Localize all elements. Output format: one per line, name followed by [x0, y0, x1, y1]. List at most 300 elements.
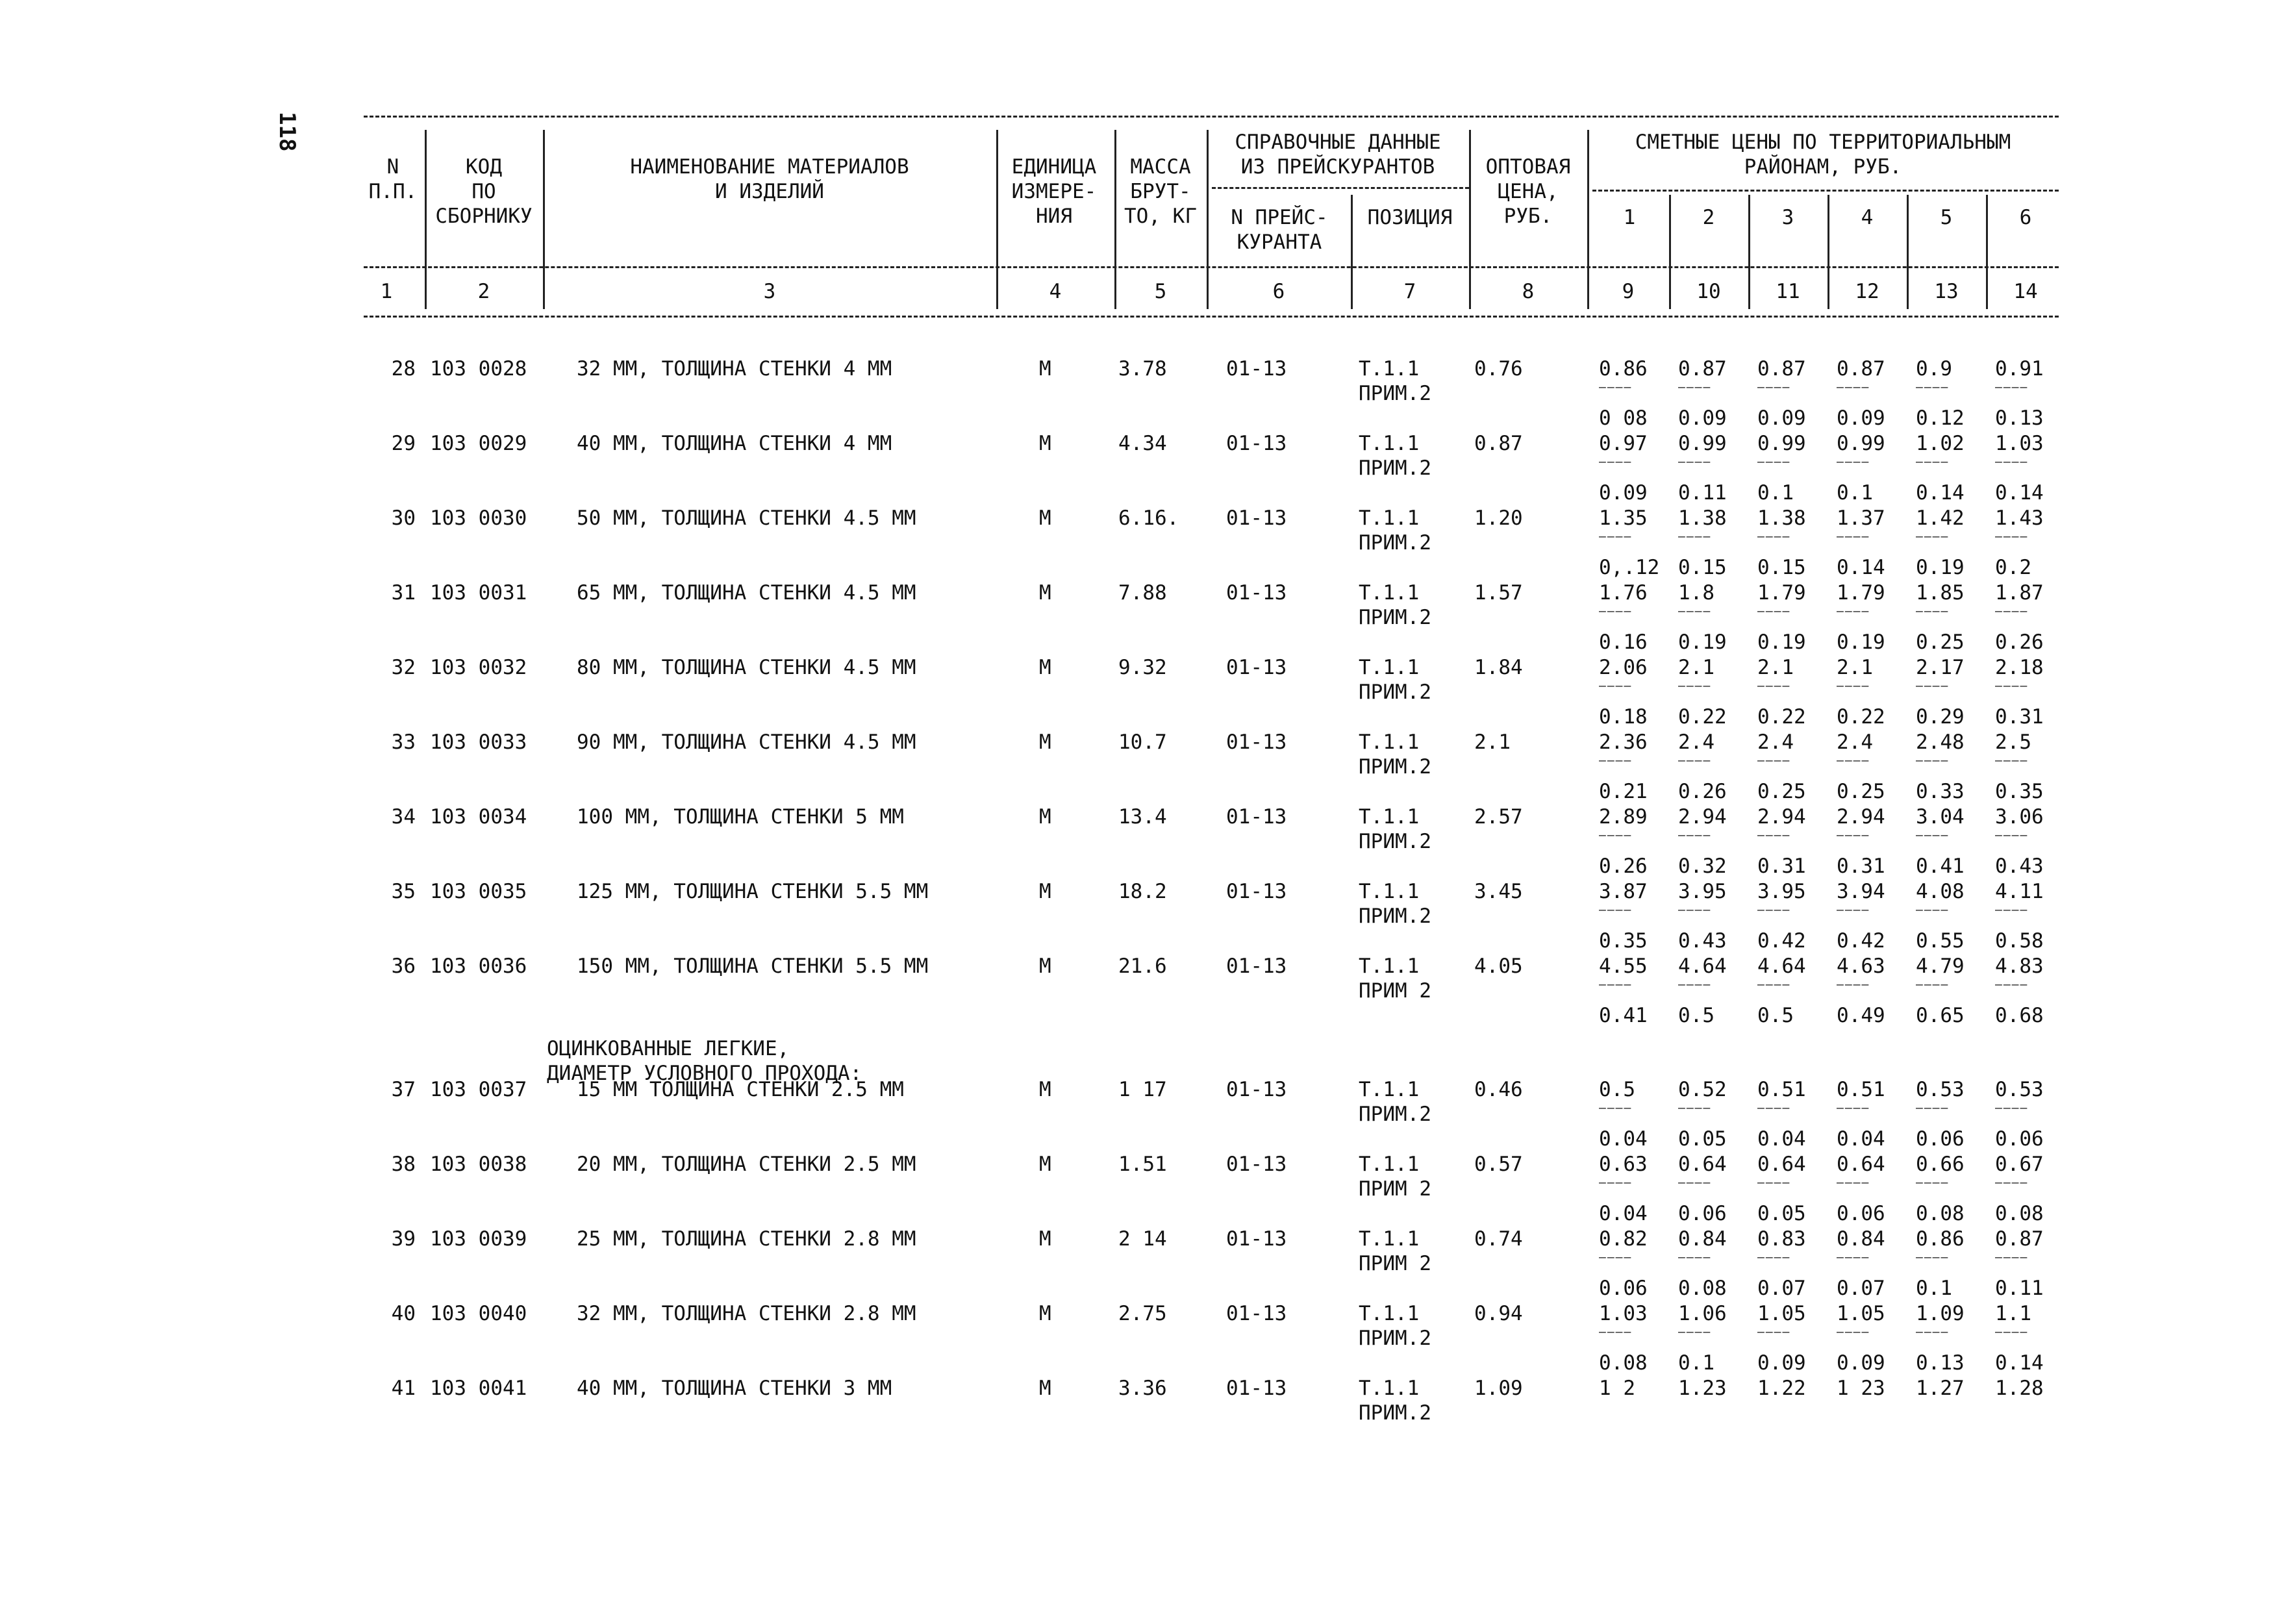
- row-region-price-lower: 0.26: [1995, 631, 2044, 654]
- fraction-bar: ————: [1757, 903, 1791, 917]
- row-region-price-lower: 0.1: [1757, 481, 1794, 505]
- col-number: 3: [763, 280, 776, 303]
- row-region-price-lower: 0.43: [1995, 855, 2044, 878]
- fraction-bar: ————: [1837, 1325, 1870, 1339]
- row-region-price: 1.42: [1916, 506, 1965, 530]
- row-region-price: 3.94: [1837, 880, 1885, 903]
- row-region-price: 1.76: [1599, 581, 1648, 605]
- row-region-price: 1 2: [1599, 1377, 1635, 1400]
- fraction-bar: ————: [1678, 978, 1712, 992]
- row-region-price: 4.55: [1599, 955, 1648, 978]
- header-material-name: НАИМЕНОВАНИЕ МАТЕРИАЛОВ И ИЗДЕЛИЙ: [630, 155, 909, 203]
- header-region-6: 6: [2019, 206, 2032, 229]
- row-name: 32 ММ, ТОЛЩИНА СТЕНКИ 4 ММ: [577, 357, 892, 381]
- fraction-bar: ————: [1916, 903, 1950, 917]
- row-code: 103 0033: [430, 731, 527, 754]
- row-region-price-lower: 0.68: [1995, 1004, 2044, 1027]
- row-region-price-lower: 0.14: [1995, 481, 2044, 505]
- row-unit: М: [1039, 1377, 1051, 1400]
- row-name: 90 ММ, ТОЛЩИНА СТЕНКИ 4.5 ММ: [577, 731, 916, 754]
- fraction-bar: ————: [1916, 455, 1950, 469]
- row-region-price: 0.67: [1995, 1153, 2044, 1176]
- fraction-bar: ————: [1995, 679, 2029, 693]
- row-region-price-lower: 0.08: [1599, 1351, 1648, 1375]
- row-mass: 10.7: [1118, 731, 1167, 754]
- row-mass: 2.75: [1118, 1302, 1167, 1325]
- row-region-price-lower: 0.35: [1599, 929, 1648, 953]
- row-region-price: 2.18: [1995, 656, 2044, 679]
- row-region-price: 2.4: [1757, 731, 1794, 754]
- row-code: 103 0028: [430, 357, 527, 381]
- fraction-bar: ————: [1599, 829, 1633, 842]
- table-row: [0, 1377, 2286, 1452]
- row-position: Т.1.1: [1359, 506, 1420, 530]
- fraction-bar: ————: [1757, 978, 1791, 992]
- fraction-bar: ————: [1599, 1176, 1633, 1190]
- row-region-price-lower: 0.13: [1995, 406, 2044, 430]
- row-region-price: 0.97: [1599, 432, 1648, 455]
- header-bottom-rule: [364, 316, 2059, 318]
- fraction-bar: ————: [1916, 1101, 1950, 1115]
- fraction-bar: ————: [1599, 754, 1633, 768]
- row-region-price-lower: 0.08: [1995, 1202, 2044, 1225]
- fraction-bar: ————: [1837, 1251, 1870, 1264]
- row-region-price-lower: 0.22: [1757, 705, 1806, 729]
- row-wholesale-price: 2.1: [1474, 731, 1511, 754]
- row-region-price: 2.06: [1599, 656, 1648, 679]
- fraction-bar: ————: [1995, 381, 2029, 394]
- row-region-price-lower: 0.1: [1678, 1351, 1714, 1375]
- row-position-note: ПРИМ 2: [1359, 1177, 1431, 1201]
- row-region-price: 0.53: [1995, 1078, 2044, 1101]
- row-region-price-lower: 0,.12: [1599, 556, 1660, 579]
- fraction-bar: ————: [1757, 381, 1791, 394]
- row-region-price-lower: 0.05: [1757, 1202, 1806, 1225]
- row-unit: М: [1039, 1153, 1051, 1176]
- row-region-price: 1.37: [1837, 506, 1885, 530]
- row-region-price: 0.91: [1995, 357, 2044, 381]
- row-region-price-lower: 0.06: [1678, 1202, 1727, 1225]
- header-wholesale-price: ОПТОВАЯ ЦЕНА, РУБ.: [1485, 155, 1571, 228]
- row-region-price-lower: 0.06: [1599, 1277, 1648, 1300]
- row-region-price: 0.64: [1678, 1153, 1727, 1176]
- row-region-price: 1.79: [1837, 581, 1885, 605]
- row-region-price: 0.52: [1678, 1078, 1727, 1101]
- row-region-price: 1.43: [1995, 506, 2044, 530]
- row-region-price: 1 23: [1837, 1377, 1885, 1400]
- row-position: Т.1.1: [1359, 1227, 1420, 1251]
- row-region-price-lower: 0.42: [1757, 929, 1806, 953]
- fraction-bar: ————: [1599, 903, 1633, 917]
- fraction-bar: ————: [1995, 1101, 2029, 1115]
- row-position: Т.1.1: [1359, 805, 1420, 829]
- row-wholesale-price: 0.94: [1474, 1302, 1523, 1325]
- fraction-bar: ————: [1837, 903, 1870, 917]
- row-region-price-lower: 0.1: [1916, 1277, 1952, 1300]
- row-name: 65 ММ, ТОЛЩИНА СТЕНКИ 4.5 ММ: [577, 581, 916, 605]
- row-region-price-lower: 0.14: [1837, 556, 1885, 579]
- fraction-bar: ————: [1837, 381, 1870, 394]
- row-region-price-lower: 0.32: [1678, 855, 1727, 878]
- row-code: 103 0035: [430, 880, 527, 903]
- row-region-price-lower: 0.04: [1757, 1127, 1806, 1151]
- fraction-bar: ————: [1995, 978, 2029, 992]
- row-position: Т.1.1: [1359, 1302, 1420, 1325]
- row-code: 103 0037: [430, 1078, 527, 1101]
- page-number: 118: [274, 112, 300, 152]
- row-region-price-lower: 0.05: [1678, 1127, 1727, 1151]
- row-region-price: 0.82: [1599, 1227, 1648, 1251]
- row-region-price-lower: 0.5: [1757, 1004, 1794, 1027]
- row-position-note: ПРИМ.2: [1359, 606, 1431, 629]
- row-number: 30: [391, 506, 416, 530]
- row-region-price: 0.99: [1678, 432, 1727, 455]
- row-region-price-lower: 0.25: [1916, 631, 1965, 654]
- row-price-list: 01-13: [1226, 1078, 1287, 1101]
- fraction-bar: ————: [1757, 754, 1791, 768]
- row-region-price-lower: 0.18: [1599, 705, 1648, 729]
- row-region-price: 1.22: [1757, 1377, 1806, 1400]
- header-reference-group: СПРАВОЧНЫЕ ДАННЫЕ ИЗ ПРЕЙСКУРАНТОВ: [1235, 131, 1441, 179]
- fraction-bar: ————: [1837, 829, 1870, 842]
- row-price-list: 01-13: [1226, 1377, 1287, 1400]
- row-position: Т.1.1: [1359, 880, 1420, 903]
- row-region-price-lower: 0.31: [1837, 855, 1885, 878]
- row-region-price: 2.94: [1837, 805, 1885, 829]
- table-row: [0, 432, 2286, 507]
- header-region-2: 2: [1702, 206, 1715, 229]
- fraction-bar: ————: [1678, 754, 1712, 768]
- row-region-price-lower: 0.22: [1678, 705, 1727, 729]
- row-region-price: 1.03: [1599, 1302, 1648, 1325]
- row-region-price-lower: 0.09: [1837, 406, 1885, 430]
- row-wholesale-price: 1.09: [1474, 1377, 1523, 1400]
- row-region-price: 0.84: [1678, 1227, 1727, 1251]
- row-region-price-lower: 0.5: [1678, 1004, 1714, 1027]
- row-wholesale-price: 0.74: [1474, 1227, 1523, 1251]
- row-region-price-lower: 0.29: [1916, 705, 1965, 729]
- row-region-price: 0.64: [1757, 1153, 1806, 1176]
- row-region-price-lower: 0.19: [1916, 556, 1965, 579]
- row-region-price: 1.8: [1678, 581, 1714, 605]
- fraction-bar: ————: [1837, 605, 1870, 618]
- row-wholesale-price: 1.57: [1474, 581, 1523, 605]
- row-price-list: 01-13: [1226, 656, 1287, 679]
- row-region-price: 0.5: [1599, 1078, 1635, 1101]
- row-region-price: 0.66: [1916, 1153, 1965, 1176]
- header-sub-rule-ref: [1212, 187, 1469, 189]
- row-region-price: 3.87: [1599, 880, 1648, 903]
- row-region-price: 1.79: [1757, 581, 1806, 605]
- row-region-price-lower: 0.19: [1837, 631, 1885, 654]
- row-unit: М: [1039, 1227, 1051, 1251]
- row-region-price-lower: 0.35: [1995, 780, 2044, 803]
- fraction-bar: ————: [1837, 754, 1870, 768]
- row-region-price: 1.38: [1757, 506, 1806, 530]
- row-region-price: 1.35: [1599, 506, 1648, 530]
- fraction-bar: ————: [1678, 381, 1712, 394]
- row-region-price-lower: 0.1: [1837, 481, 1873, 505]
- table-row: [0, 1153, 2286, 1228]
- fraction-bar: ————: [1678, 679, 1712, 693]
- row-mass: 18.2: [1118, 880, 1167, 903]
- row-code: 103 0041: [430, 1377, 527, 1400]
- row-wholesale-price: 0.46: [1474, 1078, 1523, 1101]
- row-name: 50 ММ, ТОЛЩИНА СТЕНКИ 4.5 ММ: [577, 506, 916, 530]
- row-position-note: ПРИМ.2: [1359, 905, 1431, 928]
- fraction-bar: ————: [1757, 1325, 1791, 1339]
- fraction-bar: ————: [1599, 381, 1633, 394]
- fraction-bar: ————: [1678, 1101, 1712, 1115]
- row-unit: М: [1039, 357, 1051, 381]
- fraction-bar: ————: [1916, 1325, 1950, 1339]
- fraction-bar: ————: [1678, 903, 1712, 917]
- row-region-price: 3.95: [1757, 880, 1806, 903]
- row-name: 125 ММ, ТОЛЩИНА СТЕНКИ 5.5 ММ: [577, 880, 929, 903]
- row-position: Т.1.1: [1359, 656, 1420, 679]
- row-code: 103 0040: [430, 1302, 527, 1325]
- row-code: 103 0032: [430, 656, 527, 679]
- col-number: 4: [1049, 280, 1062, 303]
- row-mass: 6.16.: [1118, 506, 1179, 530]
- header-top-rule: [364, 116, 2059, 118]
- row-region-price-lower: 0.04: [1599, 1202, 1648, 1225]
- fraction-bar: ————: [1599, 1325, 1633, 1339]
- row-region-price-lower: 0.08: [1678, 1277, 1727, 1300]
- row-region-price-lower: 0.06: [1837, 1202, 1885, 1225]
- fraction-bar: ————: [1995, 1176, 2029, 1190]
- header-regional-prices: СМЕТНЫЕ ЦЕНЫ ПО ТЕРРИТОРИАЛЬНЫМ РАЙОНАМ, РУБ.: [1635, 131, 2011, 179]
- header-unit: ЕДИНИЦА ИЗМЕРЕ- НИЯ: [1011, 155, 1097, 228]
- row-region-price-lower: 0.22: [1837, 705, 1885, 729]
- fraction-bar: ————: [1995, 530, 2029, 543]
- row-unit: М: [1039, 805, 1051, 829]
- fraction-bar: ————: [1916, 530, 1950, 543]
- row-region-price: 1.02: [1916, 432, 1965, 455]
- row-number: 32: [391, 656, 416, 679]
- fraction-bar: ————: [1599, 605, 1633, 618]
- row-mass: 21.6: [1118, 955, 1167, 978]
- header-position: ПОЗИЦИЯ: [1367, 206, 1453, 229]
- row-region-price: 0.87: [1757, 357, 1806, 381]
- row-position: Т.1.1: [1359, 1153, 1420, 1176]
- row-region-price: 1.23: [1678, 1377, 1727, 1400]
- row-number: 40: [391, 1302, 416, 1325]
- row-name: 32 ММ, ТОЛЩИНА СТЕНКИ 2.8 ММ: [577, 1302, 916, 1325]
- row-mass: 13.4: [1118, 805, 1167, 829]
- row-region-price-lower: 0.43: [1678, 929, 1727, 953]
- fraction-bar: ————: [1678, 829, 1712, 842]
- row-region-price: 2.1: [1837, 656, 1873, 679]
- row-region-price-lower: 0.31: [1995, 705, 2044, 729]
- col-number: 12: [1855, 280, 1879, 303]
- row-region-price: 1.27: [1916, 1377, 1965, 1400]
- fraction-bar: ————: [1599, 530, 1633, 543]
- row-name: 100 ММ, ТОЛЩИНА СТЕНКИ 5 ММ: [577, 805, 904, 829]
- fraction-bar: ————: [1916, 381, 1950, 394]
- col-number: 7: [1403, 280, 1416, 303]
- fraction-bar: ————: [1757, 829, 1791, 842]
- row-price-list: 01-13: [1226, 955, 1287, 978]
- col-number: 10: [1696, 280, 1721, 303]
- row-region-price: 0.83: [1757, 1227, 1806, 1251]
- row-number: 36: [391, 955, 416, 978]
- row-region-price: 1.05: [1757, 1302, 1806, 1325]
- row-region-price-lower: 0.04: [1599, 1127, 1648, 1151]
- row-region-price-lower: 0.2: [1995, 556, 2031, 579]
- row-wholesale-price: 0.87: [1474, 432, 1523, 455]
- row-price-list: 01-13: [1226, 1153, 1287, 1176]
- fraction-bar: ————: [1678, 455, 1712, 469]
- row-position: Т.1.1: [1359, 955, 1420, 978]
- row-position-note: ПРИМ.2: [1359, 681, 1431, 704]
- row-code: 103 0034: [430, 805, 527, 829]
- fraction-bar: ————: [1837, 679, 1870, 693]
- fraction-bar: ————: [1916, 679, 1950, 693]
- row-region-price-lower: 0.15: [1678, 556, 1727, 579]
- fraction-bar: ————: [1599, 1251, 1633, 1264]
- table-row: [0, 506, 2286, 582]
- header-row-number: N П.П.: [368, 155, 418, 203]
- fraction-bar: ————: [1837, 978, 1870, 992]
- row-price-list: 01-13: [1226, 1302, 1287, 1325]
- row-region-price: 3.04: [1916, 805, 1965, 829]
- fraction-bar: ————: [1995, 1325, 2029, 1339]
- row-mass: 7.88: [1118, 581, 1167, 605]
- row-price-list: 01-13: [1226, 731, 1287, 754]
- row-price-list: 01-13: [1226, 880, 1287, 903]
- row-name: 20 ММ, ТОЛЩИНА СТЕНКИ 2.5 ММ: [577, 1153, 916, 1176]
- row-name: 25 ММ, ТОЛЩИНА СТЕНКИ 2.8 ММ: [577, 1227, 916, 1251]
- header-region-5: 5: [1940, 206, 1953, 229]
- col-number: 14: [2013, 280, 2038, 303]
- table-row: [0, 656, 2286, 731]
- row-region-price: 2.94: [1757, 805, 1806, 829]
- col-number: 1: [380, 280, 393, 303]
- fraction-bar: ————: [1599, 1101, 1633, 1115]
- fraction-bar: ————: [1678, 1251, 1712, 1264]
- fraction-bar: ————: [1757, 455, 1791, 469]
- row-region-price-lower: 0.13: [1916, 1351, 1965, 1375]
- row-name: 15 ММ ТОЛЩИНА СТЕНКИ 2.5 ММ: [577, 1078, 904, 1101]
- row-region-price: 0.99: [1837, 432, 1885, 455]
- row-region-price-lower: 0.11: [1995, 1277, 2044, 1300]
- row-region-price: 2.48: [1916, 731, 1965, 754]
- row-wholesale-price: 1.20: [1474, 506, 1523, 530]
- row-region-price: 2.89: [1599, 805, 1648, 829]
- col-number: 13: [1934, 280, 1959, 303]
- row-price-list: 01-13: [1226, 432, 1287, 455]
- row-code: 103 0030: [430, 506, 527, 530]
- row-position-note: ПРИМ.2: [1359, 382, 1431, 405]
- row-region-price: 4.64: [1757, 955, 1806, 978]
- fraction-bar: ————: [1837, 1176, 1870, 1190]
- fraction-bar: ————: [1599, 679, 1633, 693]
- row-region-price: 0.86: [1599, 357, 1648, 381]
- row-region-price-lower: 0 08: [1599, 406, 1648, 430]
- row-mass: 9.32: [1118, 656, 1167, 679]
- header-mass: МАССА БРУТ- ТО, КГ: [1124, 155, 1197, 228]
- header-region-1: 1: [1623, 206, 1636, 229]
- row-region-price-lower: 0.49: [1837, 1004, 1885, 1027]
- fraction-bar: ————: [1757, 1176, 1791, 1190]
- row-region-price: 4.08: [1916, 880, 1965, 903]
- col-number: 2: [477, 280, 490, 303]
- fraction-bar: ————: [1678, 530, 1712, 543]
- fraction-bar: ————: [1757, 1251, 1791, 1264]
- fraction-bar: ————: [1757, 530, 1791, 543]
- row-region-price-lower: 0.33: [1916, 780, 1965, 803]
- row-price-list: 01-13: [1226, 357, 1287, 381]
- row-number: 34: [391, 805, 416, 829]
- row-wholesale-price: 0.76: [1474, 357, 1523, 381]
- row-mass: 3.78: [1118, 357, 1167, 381]
- row-region-price: 0.9: [1916, 357, 1952, 381]
- row-wholesale-price: 4.05: [1474, 955, 1523, 978]
- row-region-price: 0.64: [1837, 1153, 1885, 1176]
- col-number: 9: [1622, 280, 1635, 303]
- fraction-bar: ————: [1599, 978, 1633, 992]
- fraction-bar: ————: [1757, 605, 1791, 618]
- row-region-price-lower: 0.41: [1599, 1004, 1648, 1027]
- section-title: ОЦИНКОВАННЫЕ ЛЕГКИЕ, ДИАМЕТР УСЛОВНОГО ПРОХОДА:: [547, 1037, 862, 1085]
- row-mass: 4.34: [1118, 432, 1167, 455]
- header-sub-rule-regions: [1592, 190, 2059, 192]
- row-position: Т.1.1: [1359, 1377, 1420, 1400]
- table-row: [0, 1227, 2286, 1303]
- header-region-3: 3: [1781, 206, 1794, 229]
- row-code: 103 0038: [430, 1153, 527, 1176]
- row-region-price: 2.36: [1599, 731, 1648, 754]
- fraction-bar: ————: [1837, 530, 1870, 543]
- row-region-price-lower: 0.09: [1757, 406, 1806, 430]
- row-region-price-lower: 0.07: [1757, 1277, 1806, 1300]
- row-region-price-lower: 0.21: [1599, 780, 1648, 803]
- row-wholesale-price: 2.57: [1474, 805, 1523, 829]
- row-region-price-lower: 0.26: [1599, 855, 1648, 878]
- table-row: [0, 805, 2286, 881]
- row-region-price: 0.84: [1837, 1227, 1885, 1251]
- row-unit: М: [1039, 656, 1051, 679]
- row-wholesale-price: 1.84: [1474, 656, 1523, 679]
- row-number: 38: [391, 1153, 416, 1176]
- table-row: [0, 581, 2286, 656]
- row-region-price-lower: 0.19: [1678, 631, 1727, 654]
- row-position-note: ПРИМ.2: [1359, 531, 1431, 555]
- header-region-4: 4: [1861, 206, 1874, 229]
- row-region-price: 1.1: [1995, 1302, 2031, 1325]
- row-region-price: 4.63: [1837, 955, 1885, 978]
- row-region-price: 0.87: [1837, 357, 1885, 381]
- table-row: [0, 1078, 2286, 1153]
- row-region-price-lower: 0.07: [1837, 1277, 1885, 1300]
- row-position-note: ПРИМ.2: [1359, 456, 1431, 480]
- row-number: 37: [391, 1078, 416, 1101]
- row-region-price-lower: 0.06: [1995, 1127, 2044, 1151]
- row-mass: 3.36: [1118, 1377, 1167, 1400]
- table-row: [0, 880, 2286, 955]
- row-position-note: ПРИМ.2: [1359, 1103, 1431, 1126]
- fraction-bar: ————: [1916, 605, 1950, 618]
- row-price-list: 01-13: [1226, 805, 1287, 829]
- row-position: Т.1.1: [1359, 1078, 1420, 1101]
- row-region-price: 2.5: [1995, 731, 2031, 754]
- row-region-price: 0.87: [1995, 1227, 2044, 1251]
- row-name: 80 ММ, ТОЛЩИНА СТЕНКИ 4.5 ММ: [577, 656, 916, 679]
- col-number: 11: [1776, 280, 1800, 303]
- row-region-price: 0.51: [1757, 1078, 1806, 1101]
- fraction-bar: ————: [1916, 1251, 1950, 1264]
